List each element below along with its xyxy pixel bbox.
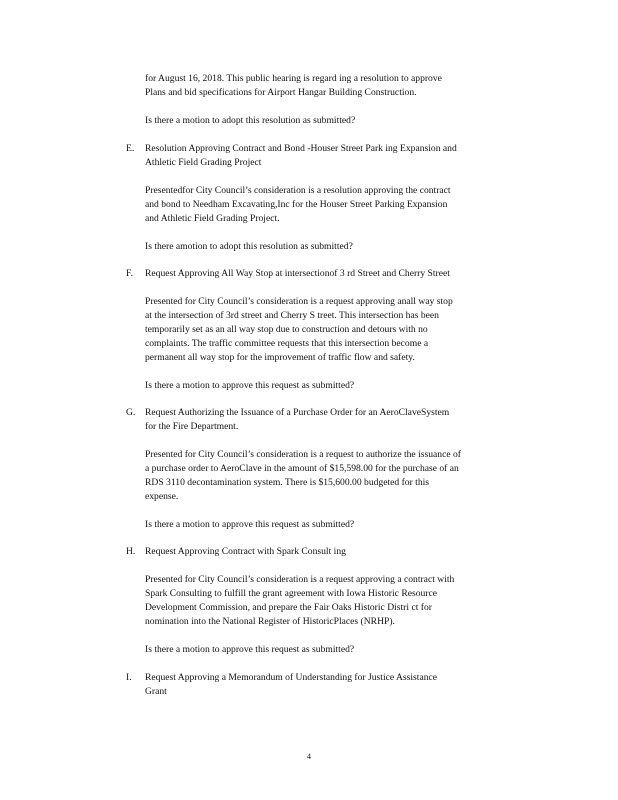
item-body-line: complaints. The traffic committee requests that this intersection become a — [145, 338, 429, 349]
intro-paragraph — [145, 72, 543, 100]
item-letter-h: H. — [126, 546, 136, 557]
item-body-line: Presented for City Council’s consideration is a request approving a contract with — [145, 574, 455, 585]
item-title-h — [145, 545, 543, 559]
item-body-f — [145, 295, 543, 365]
item-letter-f: F. — [126, 268, 133, 279]
item-letter-g: G. — [126, 407, 136, 418]
item-body-e — [145, 184, 543, 226]
item-body-line: and bond to Needham Excavating,Inc for the Houser Street Parking Expansion — [145, 199, 448, 210]
item-title-f — [145, 267, 543, 281]
item-body-line: Presented for City Council’s consideration is a request to authorize the issuance of — [145, 449, 461, 460]
item-title-line: Grant — [145, 686, 167, 697]
item-body-line: RDS 3110 decontamination system. There is $15,600.00 budgeted for this — [145, 477, 430, 488]
item-title-line: Request Approving All Way Stop at intersectionof 3 rd Street and Cherry Street — [145, 268, 450, 279]
page-number: 4 — [307, 752, 311, 761]
item-question-e: Is there amotion to adopt this resolution as submitted? — [145, 241, 353, 252]
item-title-e — [145, 142, 543, 170]
item-title-line: for the Fire Department. — [145, 421, 239, 432]
item-body-line: and Athletic Field Grading Project. — [145, 213, 280, 224]
intro-line: for August 16, 2018. This public hearing is regard ing a resolution to approve — [145, 73, 442, 84]
intro-question: Is there a motion to adopt this resolution as submitted? — [145, 115, 356, 126]
item-body-line: Development Commission, and prepare the Fair Oaks Historic Distri ct for — [145, 602, 432, 613]
item-body-line: Presentedfor City Council’s consideration is a resolution approving the contract — [145, 185, 451, 196]
item-body-line: permanent all way stop for the improvement of traffic flow and safety. — [145, 352, 415, 363]
item-body-g — [145, 448, 543, 504]
item-title-line: Request Approving Contract with Spark Consult ing — [145, 546, 346, 557]
item-letter-i: I. — [126, 672, 132, 683]
item-body-line: at the intersection of 3rd street and Cherry S treet. This intersection has been — [145, 310, 439, 321]
item-title-g — [145, 406, 543, 434]
item-letter-e: E. — [126, 143, 135, 154]
item-body-line: Spark Consulting to fulfill the grant agreement with Iowa Historic Resource — [145, 588, 438, 599]
item-title-line: Athletic Field Grading Project — [145, 157, 262, 168]
item-title-line: Request Authorizing the Issuance of a Purchase Order for an AeroClaveSystem — [145, 407, 450, 418]
item-body-line: nomination into the National Register of HistoricPlaces (NRHP). — [145, 616, 395, 627]
item-title-i — [145, 671, 543, 699]
item-question-f: Is there a motion to approve this request as submitted? — [145, 380, 355, 391]
item-question-h: Is there a motion to approve this request as submitted? — [145, 644, 355, 655]
item-body-line: expense. — [145, 491, 179, 502]
item-question-g: Is there a motion to approve this request as submitted? — [145, 519, 355, 530]
item-title-line: Request Approving a Memorandum of Understanding for Justice Assistance — [145, 672, 438, 683]
item-title-line: Resolution Approving Contract and Bond -Houser Street Park ing Expansion and — [145, 143, 457, 154]
intro-line: Plans and bid specifications for Airport Hangar Building Construction. — [145, 87, 417, 98]
item-body-line: temporarily set as an all way stop due to construction and detours with no — [145, 324, 428, 335]
item-body-line: a purchase order to AeroClave in the amount of $15,598.00 for the purchase of an — [145, 463, 459, 474]
item-body-line: Presented for City Council’s consideration is a request approving anall way stop — [145, 296, 453, 307]
item-body-h — [145, 573, 543, 629]
